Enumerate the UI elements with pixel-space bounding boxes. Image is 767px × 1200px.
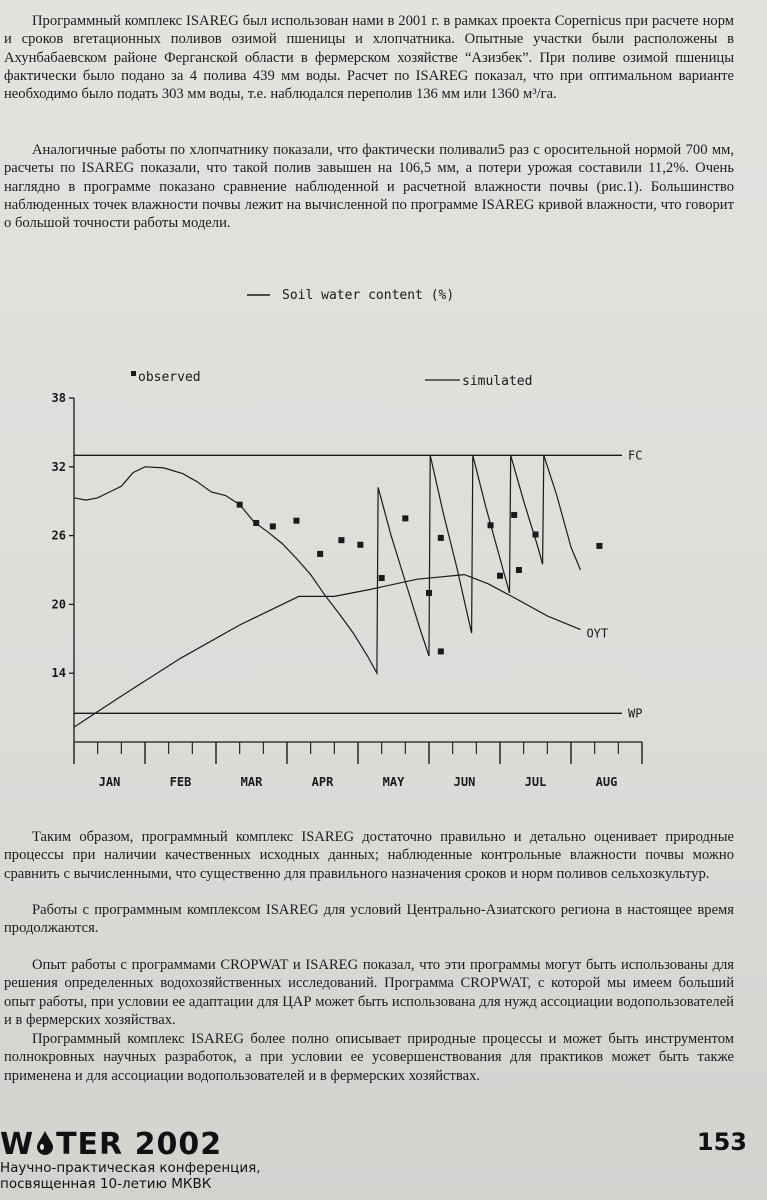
paragraph-isareg-wheat: Программный комплекс ISAREG был использован нами в 2001 г. в рамках проекта Copernicus при расчете норм и сроков вгетационных поливов озимой пшеницы и хлопчатника. Опытные участки были расположены в Ахунбабаевском районе Ферганской области в фермерском хозяйстве “Азизбек”. При поливе озимой пшеницы фактически было подано за 4 полива 439 мм воды. Расчет по ISAREG показал, что при оптимальном варианте необходимо было подать 303 мм воды, т.е. наблюдался переполив 136 мм или 1360 м³/га. <box>4 13 734 103</box>
y-tick-label: 38 <box>51 391 66 405</box>
observed-point <box>488 522 494 528</box>
x-tick-label: AUG <box>595 775 618 789</box>
reference-label-fc: FC <box>628 448 643 463</box>
y-tick-label: 32 <box>51 459 66 474</box>
page-number: 153 <box>696 1128 747 1156</box>
chart-title: Soil water content (%) <box>282 288 455 303</box>
series-simulated-line <box>74 455 581 673</box>
water-2002-logo <box>0 1127 222 1162</box>
soil-water-chart <box>0 270 767 810</box>
observed-point <box>357 542 363 548</box>
observed-point <box>293 518 299 524</box>
chart-svg <box>0 270 767 810</box>
y-tick-label: 26 <box>51 528 66 543</box>
observed-point <box>497 573 503 579</box>
observed-point <box>270 523 276 529</box>
x-tick-label: FEB <box>169 775 192 789</box>
y-tick-label: 20 <box>51 597 66 612</box>
paragraph-ongoing-work: Работы с программным комплексом ISAREG для условий Центрально-Азиатского региона в настоящее время продолжаются. <box>4 902 734 937</box>
x-tick-label: MAR <box>240 775 263 789</box>
legend-simulated-label: simulated <box>462 374 533 389</box>
observed-point <box>379 575 385 581</box>
x-tick-label: APR <box>311 775 334 789</box>
conference-subtitle <box>0 1160 320 1192</box>
paragraph-conclusion: Таким образом, программный комплекс ISAREG достаточно правильно и детально оценивает природные процессы при наличии качественных исходных данных; наблюденные контрольные влажности почвы можно сравнить с вычисленными, что существенно для правильного назначения сроков и норм поливов сельхозкультур. <box>4 829 734 882</box>
curve-label-oyt: OYT <box>586 626 609 641</box>
x-tick-label: MAY <box>382 775 405 789</box>
subtitle-line-1: Научно-практическая конференция, <box>0 1160 261 1176</box>
x-tick-label: JAN <box>98 775 121 789</box>
observed-point <box>438 535 444 541</box>
x-tick-label: JUL <box>524 775 547 789</box>
water-drop-icon <box>34 1130 56 1156</box>
observed-point <box>338 537 344 543</box>
observed-point <box>596 543 602 549</box>
observed-point <box>317 551 323 557</box>
observed-point <box>438 648 444 654</box>
logo-letter-w: W <box>0 1127 35 1162</box>
observed-point <box>253 520 259 526</box>
observed-point <box>402 515 408 521</box>
observed-point <box>237 502 243 508</box>
legend-observed-marker <box>131 371 136 376</box>
paragraph-cropwat: Опыт работы с программами CROPWAT и ISAREG показал, что эти программы могут быть использованы для решения определенных водохозяйственных исследований. Программа CROPWAT, с которой мы имеем больший опыт работы, при условии ее адаптации для ЦАР может быть использована для нужд ассоциации водопользователей и в фермерских хозяйствах. <box>4 957 734 1028</box>
x-tick-label: JUN <box>453 775 476 789</box>
observed-point <box>516 567 522 573</box>
observed-point <box>533 531 539 537</box>
paragraph-isareg-cotton: Аналогичные работы по хлопчатнику показали, что фактически поливали5 раз с оросительной нормой 700 мм, расчеты по ISAREG показали, что такой полив завышен на 106,5 мм, а потери урожая составили 11,2%. Очень наглядно в программе показано сравнение наблюденной и расчетной влажности почвы (рис.1). Большинство наблюденных точек влажности почвы лежит на вычисленной по программе ISAREG кривой влажности, что говорит о большой точности работы модели. <box>4 142 734 232</box>
legend-observed-label: observed <box>138 370 201 385</box>
observed-point <box>426 590 432 596</box>
y-tick-label: 14 <box>51 666 66 681</box>
logo-text: TER 2002 <box>56 1127 223 1162</box>
paragraph-isareg-outlook: Программный комплекс ISAREG более полно описывает природные процессы и может быть инструментом полнокровных научных разработок, а при условии ее усовершенствования для практиков может быть также применена и для ассоциации водопользователей и в фермерских хозяйствах. <box>4 1031 734 1084</box>
observed-point <box>511 512 517 518</box>
subtitle-line-2: посвященная 10-летию МКВК <box>0 1176 212 1192</box>
reference-label-wp: WP <box>628 706 643 721</box>
